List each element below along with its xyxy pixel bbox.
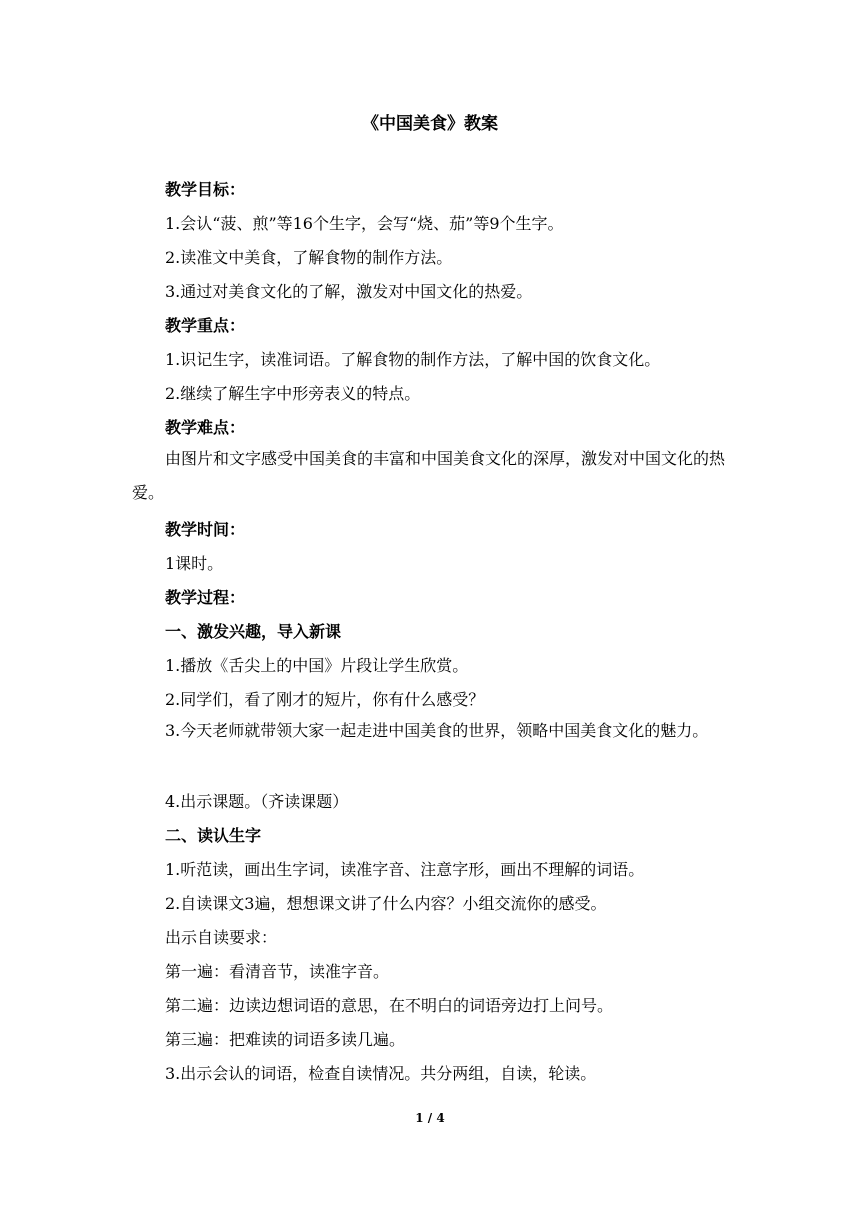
process-item: 1.听范读，画出生字词，读准字音、注意字形，画出不理解的词语。 bbox=[165, 860, 645, 879]
difficulty-heading: 教学难点： bbox=[165, 418, 246, 437]
section-heading: 二、读认生字 bbox=[165, 826, 262, 845]
process-item: 1.播放《舌尖上的中国》片段让学生欣赏。 bbox=[165, 656, 469, 675]
difficulty-paragraph: 由图片和文字感受中国美食的丰富和中国美食文化的深厚，激发对中国文化的热爱。 bbox=[132, 449, 726, 502]
key-point-item: 2.继续了解生字中形旁表义的特点。 bbox=[165, 384, 421, 403]
time-heading: 教学时间： bbox=[165, 520, 246, 539]
process-item: 2.自读课文3遍，想想课文讲了什么内容？小组交流你的感受。 bbox=[165, 894, 607, 913]
key-points-heading: 教学重点： bbox=[165, 316, 246, 335]
process-item: 4.出示课题。（齐读课题） bbox=[165, 792, 349, 811]
document-title: 《中国美食》教案 bbox=[362, 114, 498, 134]
section-heading: 一、激发兴趣，导入新课 bbox=[165, 622, 342, 641]
key-point-item: 1.识记生字，读准词语。了解食物的制作方法，了解中国的饮食文化。 bbox=[165, 350, 661, 369]
reading-requirement: 第三遍：把难读的词语多读几遍。 bbox=[165, 1030, 406, 1049]
process-item: 3.今天老师就带领大家一起走进中国美食的世界，领略中国美食文化的魅力。 bbox=[165, 721, 709, 740]
objective-item: 2.读准文中美食，了解食物的制作方法。 bbox=[165, 248, 453, 267]
process-item: 3.出示会认的词语，检查自读情况。共分两组，自读，轮读。 bbox=[165, 1064, 597, 1083]
reading-requirement: 第二遍：边读边想词语的意思，在不明白的词语旁边打上问号。 bbox=[165, 996, 614, 1015]
process-heading: 教学过程： bbox=[165, 588, 246, 607]
reading-requirement-heading: 出示自读要求： bbox=[165, 928, 278, 947]
reading-requirement: 第一遍：看清音节，读准字音。 bbox=[165, 962, 390, 981]
process-item: 2.同学们，看了刚才的短片，你有什么感受？ bbox=[165, 690, 485, 709]
objective-item: 1.会认“菠、煎”等16个生字，会写“烧、茄”等9个生字。 bbox=[165, 214, 564, 233]
page-number: 1 / 4 bbox=[415, 1111, 445, 1125]
objectives-heading: 教学目标： bbox=[165, 180, 246, 199]
time-text: 1课时。 bbox=[165, 554, 224, 573]
objective-item: 3.通过对美食文化的了解，激发对中国文化的热爱。 bbox=[165, 282, 533, 301]
